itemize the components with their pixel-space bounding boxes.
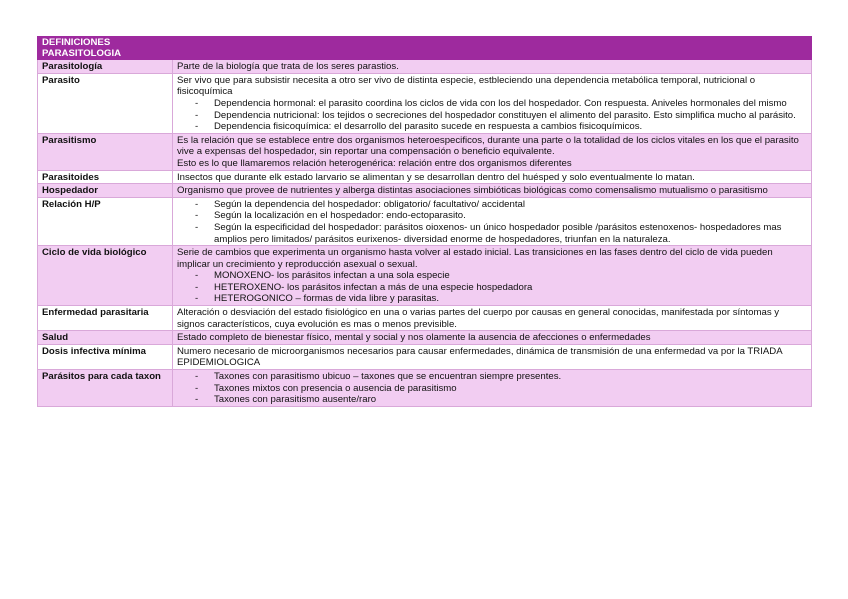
definition-text: Ser vivo que para subsistir necesita a otro ser vivo de distinta especie, estbleciendo una dependencia metabólica temporal, nutricional o fisicoquímica [177, 74, 756, 98]
definition-text: Alteración o desviación del estado fisiológico en una o varias partes del cuerpo por causas en general conocidas, manifestada por síntomas y signos característicos, cuya evolución es mas o menos previsible. [177, 307, 780, 330]
table-row [38, 133, 812, 170]
term-cell: Hospedador [38, 184, 173, 198]
bullet-item: - MONOXENO- los parásitos infectan a una sola especie [177, 270, 807, 282]
definition-cell [173, 60, 812, 74]
definition-bullets [177, 270, 807, 305]
definition-bullets [177, 98, 807, 133]
header-empty-cell [173, 37, 812, 60]
term-cell: Parasitología [38, 60, 173, 74]
table-row [38, 60, 812, 74]
term-cell: Enfermedad parasitaria [38, 306, 173, 331]
definition-text: Insectos que durante elk estado larvario se alimentan y se desarrollan dentro del huésped y solo eventualmente lo matan. [177, 171, 695, 183]
definition-text: Es la relación que se establece entre dos organismos heteroespecificos, durante una parte o la totalidad de los ciclos vitales en los que el parasito vive a expensas del hospedador, sin reportar una compensación o beneficio equivalente. [177, 134, 799, 158]
bullet-item: - Dependencia hormonal: el parasito coordina los ciclos de vida con los del hospedador. Con respuesta. Aniveles hormonales del mismo [177, 98, 807, 110]
bullet-item: - Dependencia fisicoquímica: el desarrollo del parasito sucede en respuesta a cambios fisicoquímicos. [177, 121, 807, 133]
term-cell: Parásitos para cada taxon [38, 370, 173, 407]
definition-cell [173, 73, 812, 133]
term-cell: Relación H/P [38, 197, 173, 245]
term-cell: Parasitismo [38, 133, 173, 170]
bullet-item: - HETEROXENO- los parásitos infectan a más de una especie hospedadora [177, 282, 807, 294]
bullet-item: - Taxones con parasitismo ausente/raro [177, 394, 807, 406]
definition-text: Numero necesario de microorganismos necesarios para causar enfermedades, dinámica de transmisión de una enfermedad va por la TRIADA EPIDEMIOLOGICA [177, 345, 783, 369]
definition-text: Serie de cambios que experimenta un organismo hasta volver al estado inicial. Las transiciones en las fases dentro del ciclo de vida pueden implicar un crecimiento y reproducción asexual o sexual. [177, 247, 773, 270]
table-row [38, 170, 812, 184]
table-row [38, 370, 812, 407]
definition-cell [173, 246, 812, 306]
definition-cell [173, 331, 812, 345]
header-title-line2: PARASITOLOGIA [42, 47, 122, 59]
table-row [38, 246, 812, 306]
term-cell: Parasito [38, 73, 173, 133]
definition-cell [173, 184, 812, 198]
table-row [38, 331, 812, 345]
definition-cell [173, 344, 812, 369]
table-row [38, 184, 812, 198]
definition-text: Organismo que provee de nutrientes y alberga distintas asociaciones simbióticas biológicas como comensalismo mutualismo o parasitismo [177, 185, 768, 197]
bullet-item: - Según la dependencia del hospedador: obligatorio/ facultativo/ accidental [177, 199, 807, 211]
definition-cell [173, 170, 812, 184]
bullet-item: - Según la especificidad del hospedador: parásitos oioxenos- un único hospedador posible /parásitos estenoxenos- hospedadores mas amplios pero limitados/ parásitos eurixenos- diversidad enorme de hospedadores, triunfan en la naturaleza. [177, 222, 807, 245]
table-row [38, 73, 812, 133]
bullet-item: - Dependencia nutricional: los tejidos o secreciones del hospedador constituyen el alimento del parasito. Esto simplifica mucho al parásito. [177, 110, 807, 122]
definition-bullets [177, 371, 807, 406]
table-row [38, 306, 812, 331]
header-row [38, 37, 812, 60]
definition-cell [173, 197, 812, 245]
definition-cell [173, 133, 812, 170]
bullet-item: - HETEROGONICO – formas de vida libre y parasitas. [177, 293, 807, 305]
bullet-item: - Taxones con parasitismo ubicuo – taxones que se encuentran siempre presentes. [177, 371, 807, 383]
header-title-cell [38, 37, 173, 60]
definition-text: Parte de la biología que trata de los seres parastios. [177, 61, 399, 73]
term-cell: Parasitoides [38, 170, 173, 184]
definition-cell [173, 370, 812, 407]
table-row [38, 197, 812, 245]
table-row [38, 344, 812, 369]
definition-text: Estado completo de bienestar físico, mental y social y nos olamente la ausencia de afecciones o enfermedades [177, 332, 651, 344]
header-title-line1: DEFINICIONES [42, 37, 111, 48]
bullet-item: - Taxones mixtos con presencia o ausencia de parasitismo [177, 383, 807, 395]
definitions-table [37, 36, 812, 407]
definition-bullets [177, 199, 807, 245]
term-cell: Dosis infectiva mínima [38, 344, 173, 369]
definition-cell [173, 306, 812, 331]
term-cell: Ciclo de vida biológico [38, 246, 173, 306]
definition-text: Esto es lo que llamaremos relación heterogenérica: relación entre dos organismos diferentes [177, 157, 572, 169]
bullet-item: - Según la localización en el hospedador: endo-ectoparasito. [177, 210, 807, 222]
definitions-sheet [37, 36, 811, 407]
term-cell: Salud [38, 331, 173, 345]
